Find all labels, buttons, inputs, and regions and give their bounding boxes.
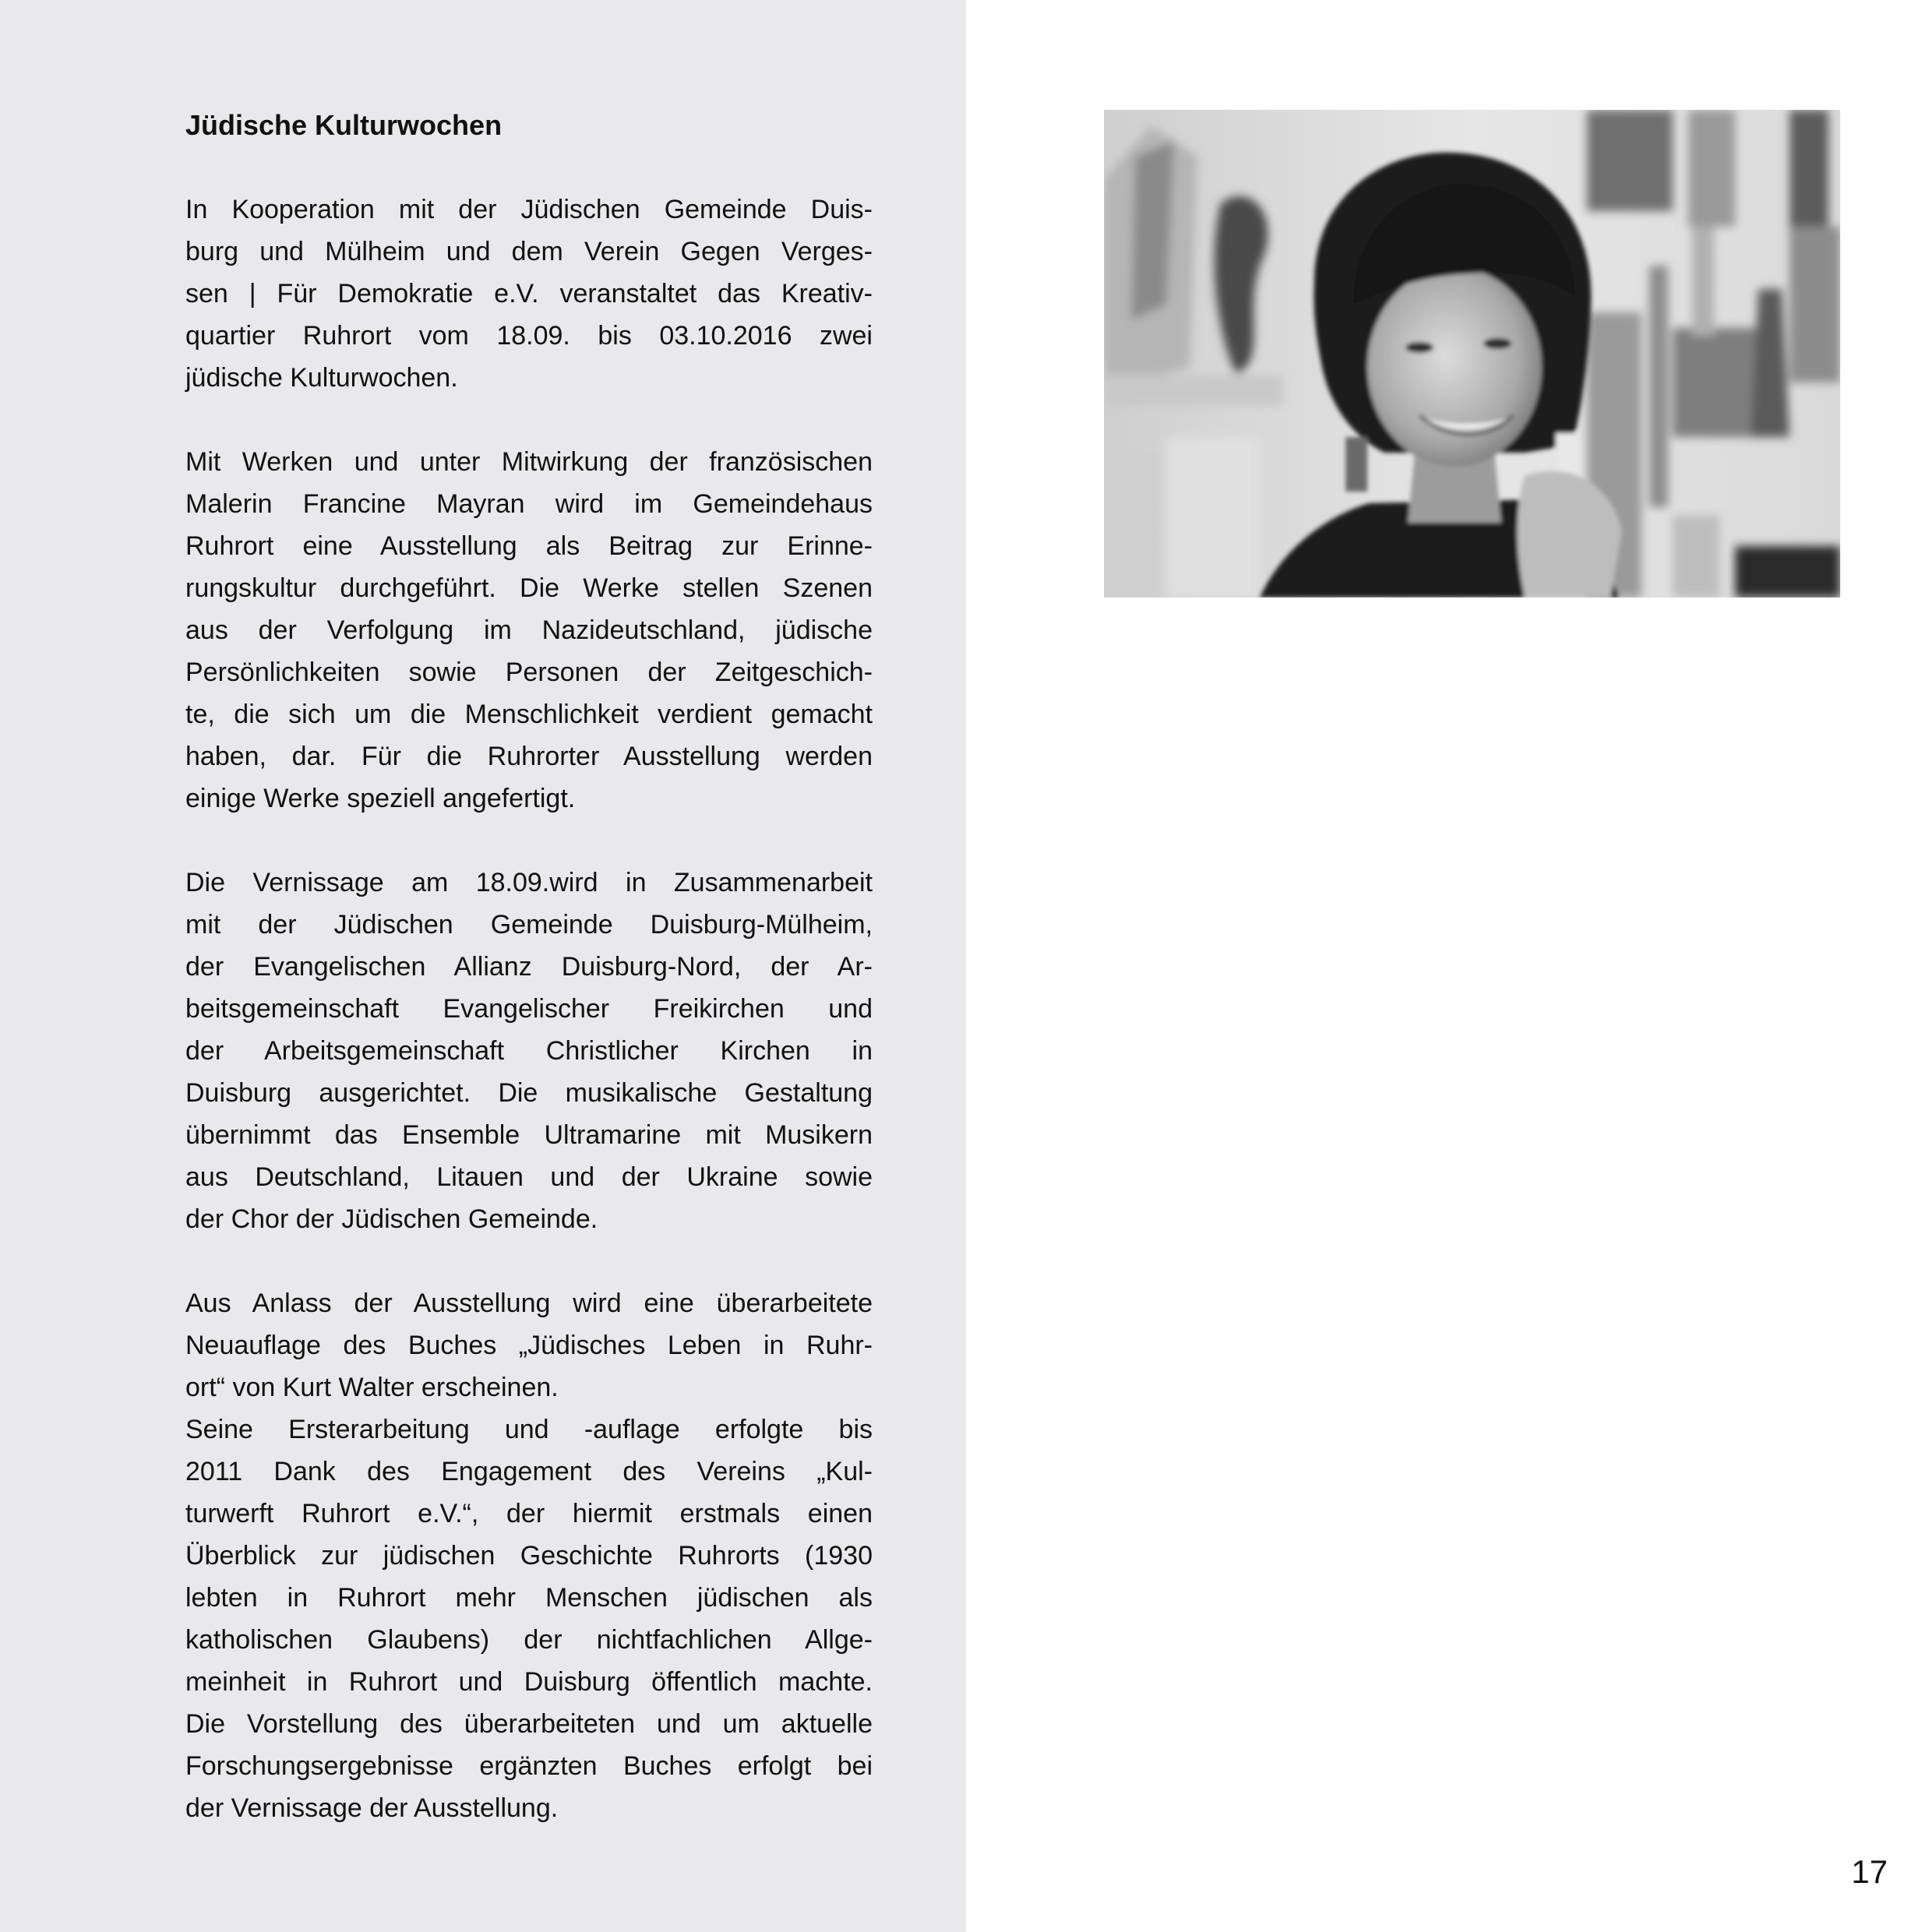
text-line: Neuauflage des Buches „Jüdisches Leben in Ruhr-: [185, 1331, 873, 1360]
text-line: sen | Für Demokratie e.V. veranstaltet das Kreativ-: [185, 279, 873, 308]
text-line: In Kooperation mit der Jüdischen Gemeinde Duis-: [185, 195, 873, 224]
paragraph-book-new-edition: [185, 1282, 873, 1408]
text-line: haben, dar. Für die Ruhrorter Ausstellung werden: [185, 742, 873, 771]
text-line: jüdische Kulturwochen.: [185, 363, 458, 393]
page-number: 17: [1851, 1853, 1888, 1890]
text-line: der Evangelischen Allianz Duisburg-Nord, der Ar-: [185, 952, 873, 982]
spacer: [185, 399, 873, 441]
article-heading: Jüdische Kulturwochen: [185, 109, 503, 141]
text-line: lebten in Ruhrort mehr Menschen jüdischen als: [185, 1583, 873, 1613]
text-line: der Vernissage der Ausstellung.: [185, 1793, 559, 1823]
paragraph-vernissage: [185, 862, 873, 1240]
text-line: Überblick zur jüdischen Geschichte Ruhrorts (1930: [185, 1541, 873, 1571]
text-line: Mit Werken und unter Mitwirkung der französischen: [185, 447, 873, 477]
text-line: burg und Mülheim und dem Verein Gegen Verges-: [185, 237, 873, 266]
text-line: aus Deutschland, Litauen und der Ukraine sowie: [185, 1162, 873, 1192]
text-line: der Chor der Jüdischen Gemeinde.: [185, 1204, 598, 1234]
text-line: te, die sich um die Menschlichkeit verdient gemacht: [185, 700, 873, 729]
text-line: Die Vorstellung des überarbeiteten und um aktuelle: [185, 1709, 873, 1739]
text-line: Malerin Francine Mayran wird im Gemeindehaus: [185, 489, 873, 519]
text-line: 2011 Dank des Engagement des Vereins „Kul-: [185, 1457, 873, 1486]
text-line: Duisburg ausgerichtet. Die musikalische Gestaltung: [185, 1078, 873, 1108]
text-line: Seine Ersterarbeitung und -auflage erfolgte bis: [185, 1415, 873, 1444]
text-line: Persönlichkeiten sowie Personen der Zeitgeschich-: [185, 658, 873, 687]
paragraph-exhibition: [185, 441, 873, 820]
portrait-photo: [1104, 110, 1840, 598]
paragraph-book-history: [185, 1408, 873, 1829]
spacer: [185, 1240, 873, 1282]
text-line: einige Werke speziell angefertigt.: [185, 784, 576, 813]
text-line: Aus Anlass der Ausstellung wird eine überarbeitete: [185, 1289, 873, 1318]
text-line: turwerft Ruhrort e.V.“, der hiermit erstmals einen: [185, 1499, 873, 1528]
text-line: übernimmt das Ensemble Ultramarine mit Musikern: [185, 1120, 873, 1150]
text-line: Die Vernissage am 18.09.wird in Zusammenarbeit: [185, 868, 873, 897]
text-line: Ruhrort eine Ausstellung als Beitrag zur Erinne-: [185, 531, 873, 561]
text-line: mit der Jüdischen Gemeinde Duisburg-Mülheim,: [185, 910, 873, 940]
text-line: ort“ von Kurt Walter erscheinen.: [185, 1373, 559, 1402]
text-line: der Arbeitsgemeinschaft Christlicher Kirchen in: [185, 1036, 873, 1066]
spacer: [185, 146, 873, 189]
text-line: meinheit in Ruhrort und Duisburg öffentlich machte.: [185, 1667, 873, 1697]
text-line: katholischen Glaubens) der nichtfachlichen Allge-: [185, 1625, 873, 1655]
article: [185, 104, 873, 1829]
text-line: Forschungsergebnisse ergänzten Buches erfolgt bei: [185, 1751, 873, 1781]
text-line: rungskultur durchgeführt. Die Werke stellen Szenen: [185, 573, 873, 603]
portrait-illustration: [1104, 110, 1840, 598]
text-line: quartier Ruhrort vom 18.09. bis 03.10.2016 zwei: [185, 321, 873, 351]
paragraph-cooperation: [185, 189, 873, 399]
text-line: aus der Verfolgung im Nazideutschland, jüdische: [185, 615, 873, 645]
spacer: [185, 820, 873, 862]
text-line: beitsgemeinschaft Evangelischer Freikirchen und: [185, 994, 873, 1024]
